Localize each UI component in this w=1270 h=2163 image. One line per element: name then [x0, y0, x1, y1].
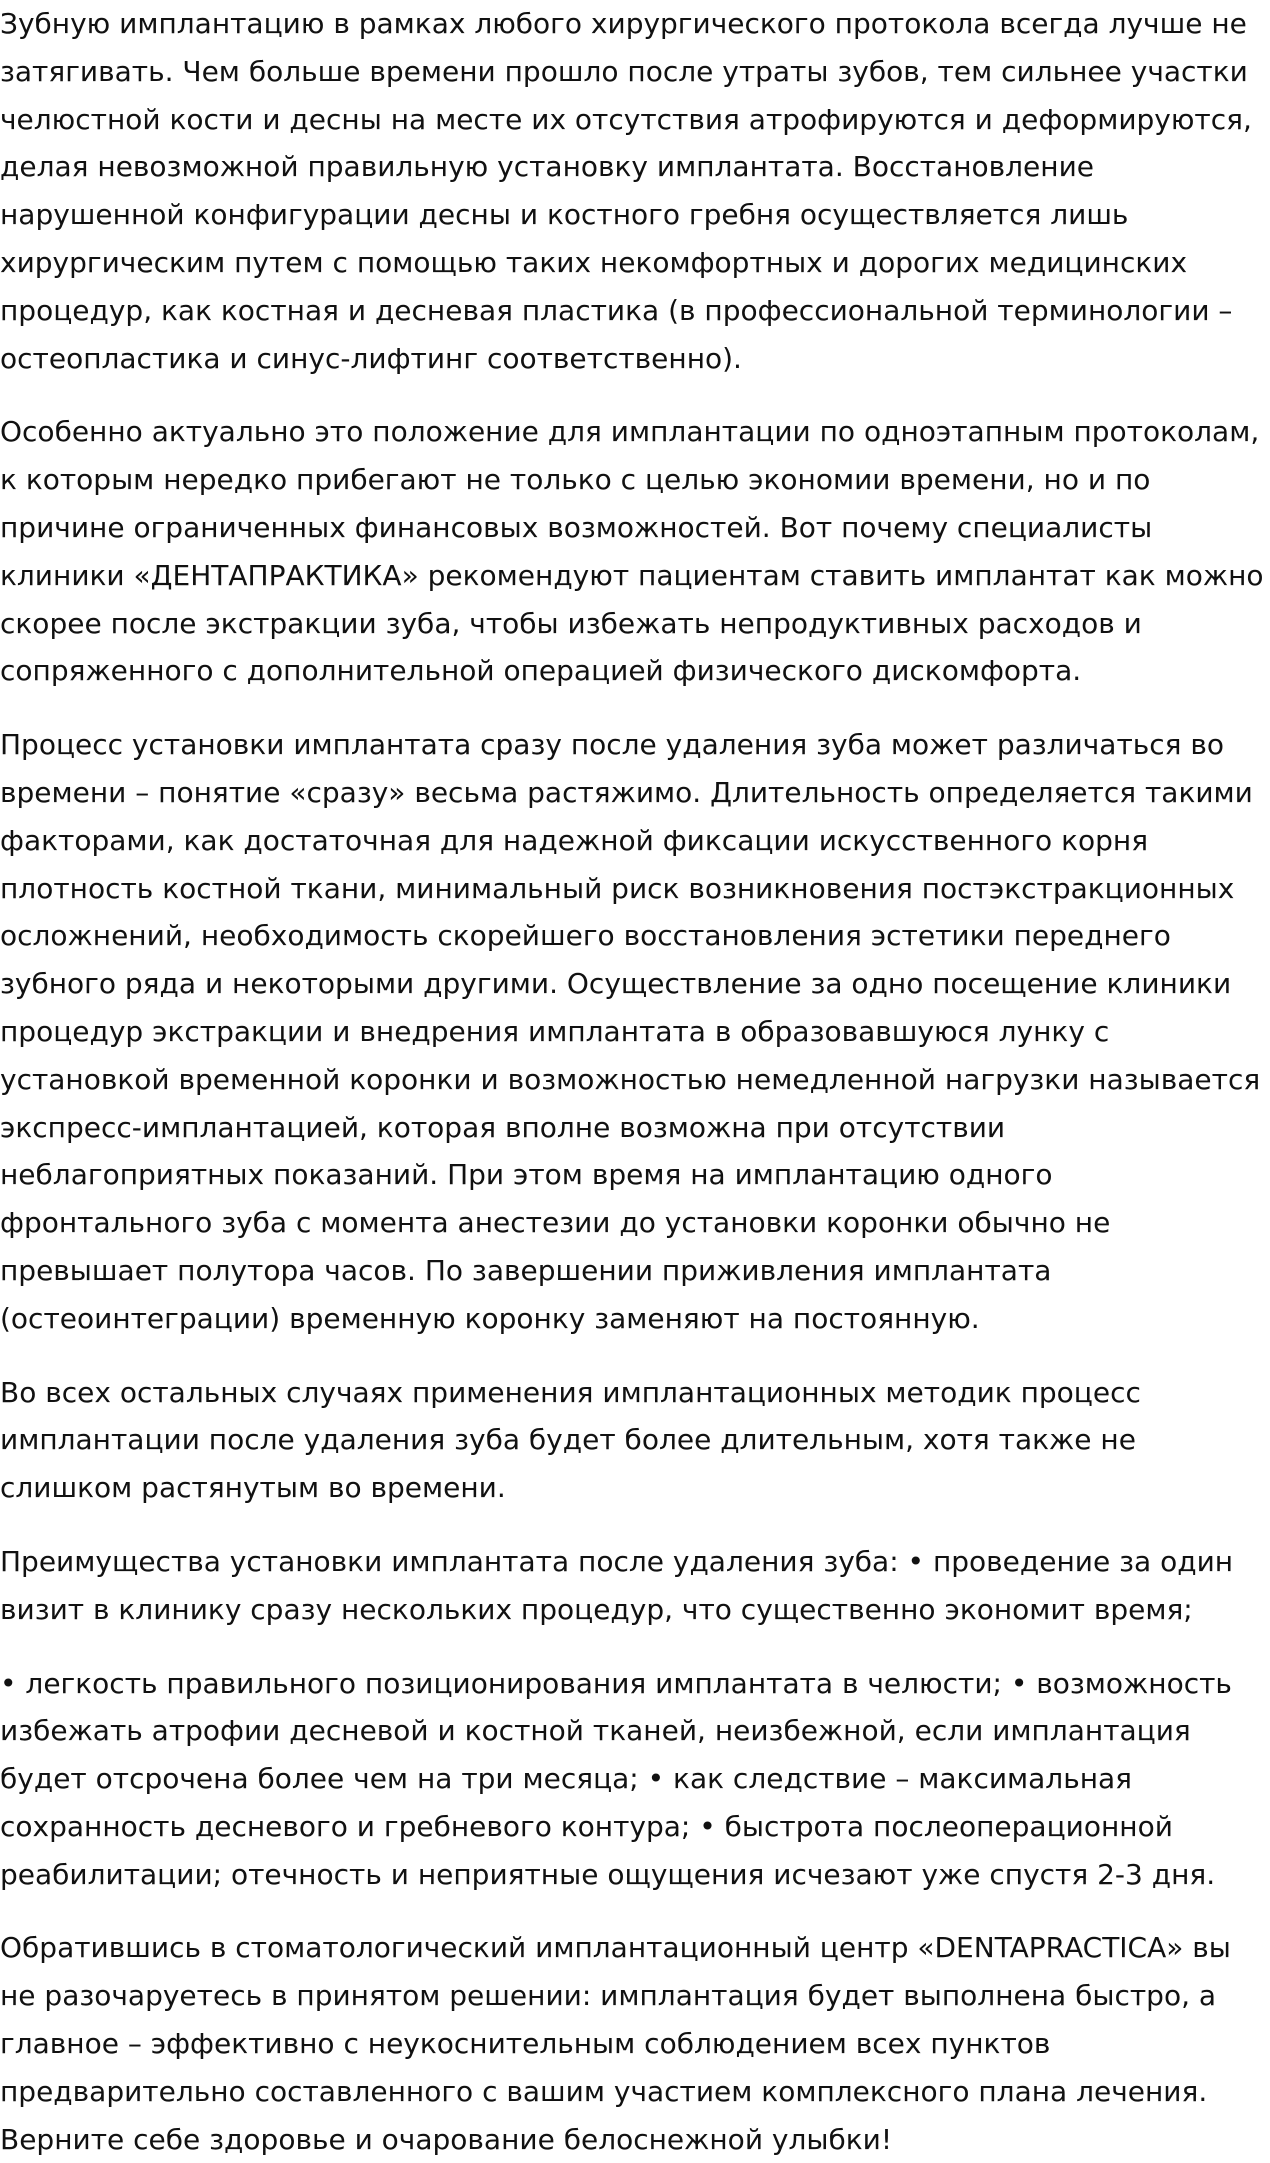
- paragraph-advantages-list: • легкость правильного позиционирования имплантата в челюсти; • возможность избежать атрофии десневой и костной тканей, неизбежной, если имплантация будет отсрочена более чем на три месяца; • как следствие – максимальная сохранность десневого и гребневого контура; • быстрота послеоперационной реабилитации; отечность и неприятные ощущения исчезают уже спустя 2-3 дня.: [0, 1666, 1232, 1891]
- paragraph-express-implantation: Процесс установки имплантата сразу после удаления зуба может различаться во времени – понятие «сразу» весьма растяжимо. Длительность определяется такими факторами, как достаточная для надежной фиксации искусственного корня плотность костной ткани, минимальный риск возникновения постэкстракционных осложнений, необходимость скорейшего восстановления эстетики переднего зубного ряда и некоторыми другими. Осуществление за одно посещение клиники процедур экстракции и внедрения имплантата в образовавшуюся лунку с установкой временной коронки и возможностью немедленной нагрузки называется экспресс-имплантацией, которая вполне возможна при отсутствии неблагоприятных показаний. При этом время на имплантацию одного фронтального зуба с момента анестезии до установки коронки обычно не превышает полутора часов. По завершении приживления имплантата (остеоинтеграции) временную коронку заменяют на постоянную.: [0, 728, 1261, 1335]
- paragraph-advantages: Преимущества установки имплантата после удаления зуба: • проведение за один визит в клинику сразу нескольких процедур, что существенно экономит время;: [0, 1544, 1234, 1626]
- paragraph-conclusion: Обратившись в стоматологический имплантационный центр «DENTAPRACTICA» вы не разочаруетесь в принятом решении: имплантация будет выполнена быстро, а главное – эффективно с неукоснительным соблюдением всех пунктов предварительно составленного с вашим участием комплексного плана лечения. Верните себе здоровье и очарование белоснежной улыбки!: [0, 1931, 1231, 2156]
- paragraph-other-cases: Во всех остальных случаях применения имплантационных методик процесс имплантации после удаления зуба будет более длительным, хотя также не слишком растянутым во времени.: [0, 1375, 1141, 1505]
- paragraph-intro: Зубную имплантацию в рамках любого хирургического протокола всегда лучше не затягивать. Чем больше времени прошло после утраты зубов, тем сильнее участки челюстной кости и десны на месте их отсутствия атрофируются и деформируются, делая невозможной правильную установку имплантата. Восстановление нарушенной конфигурации десны и костного гребня осуществляется лишь хирургическим путем с помощью таких некомфортных и дорогих медицинских процедур, как костная и десневая пластика (в профессиональной терминологии – остеопластика и синус-лифтинг соответственно).: [0, 7, 1252, 375]
- paragraph-one-stage-protocol: Особенно актуально это положение для имплантации по одноэтапным протоколам, к которым нередко прибегают не только с целью экономии времени, но и по причине ограниченных финансовых возможностей. Вот почему специалисты клиники «ДЕНТАПРАКТИКА» рекомендуют пациентам ставить имплантат как можно скорее после экстракции зуба, чтобы избежать непродуктивных расходов и сопряженного с дополнительной операцией физического дискомфорта.: [0, 415, 1264, 688]
